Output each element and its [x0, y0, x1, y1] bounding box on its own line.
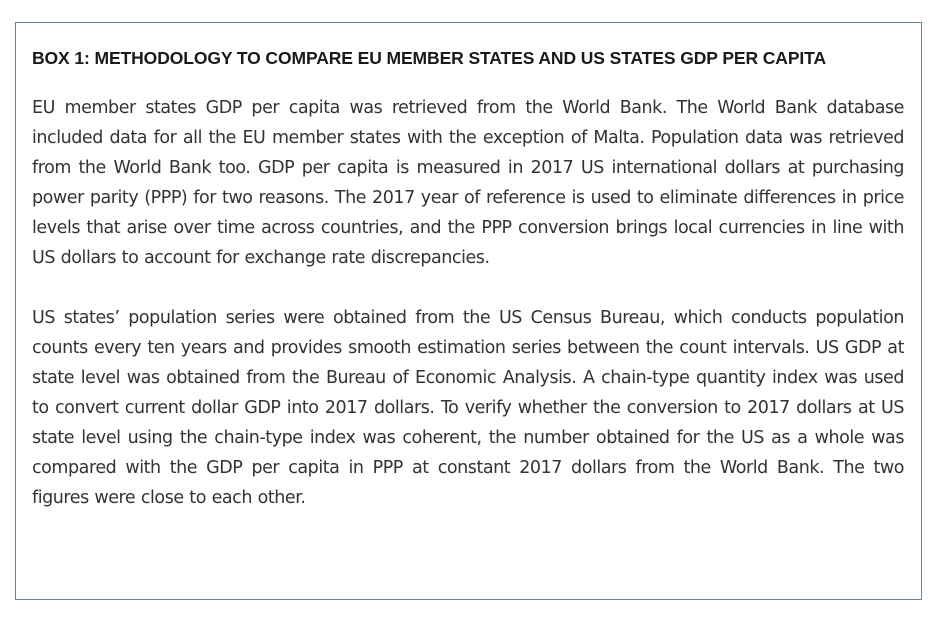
methodology-box	[15, 22, 922, 600]
paragraph-us-methodology: US states’ population series were obtained from the US Census Bureau, which conducts population counts every ten years and provides smooth estimation series between the count intervals. US GDP at state level was obtained from the Bureau of Economic Analysis. A chain-type quantity index was used to convert current dollar GDP into 2017 dollars. To verify whether the conversion to 2017 dollars at US state level using the chain-type index was coherent, the number obtained for the US as a whole was compared with the GDP per capita in PPP at constant 2017 dollars from the World Bank. The two figures were close to each other.	[32, 308, 904, 508]
paragraph-eu-methodology: EU member states GDP per capita was retrieved from the World Bank. The World Bank database included data for all the EU member states with the exception of Malta. Population data was retrieved from the World Bank too. GDP per capita is measured in 2017 US international dollars at purchasing power parity (PPP) for two reasons. The 2017 year of reference is used to eliminate differences in price levels that arise over time across countries, and the PPP conversion brings local currencies in line with US dollars to account for exchange rate discrepancies.	[32, 98, 904, 268]
box-title: BOX 1: METHODOLOGY TO COMPARE EU MEMBER STATES AND US STATES GDP PER CAPITA	[32, 48, 826, 68]
